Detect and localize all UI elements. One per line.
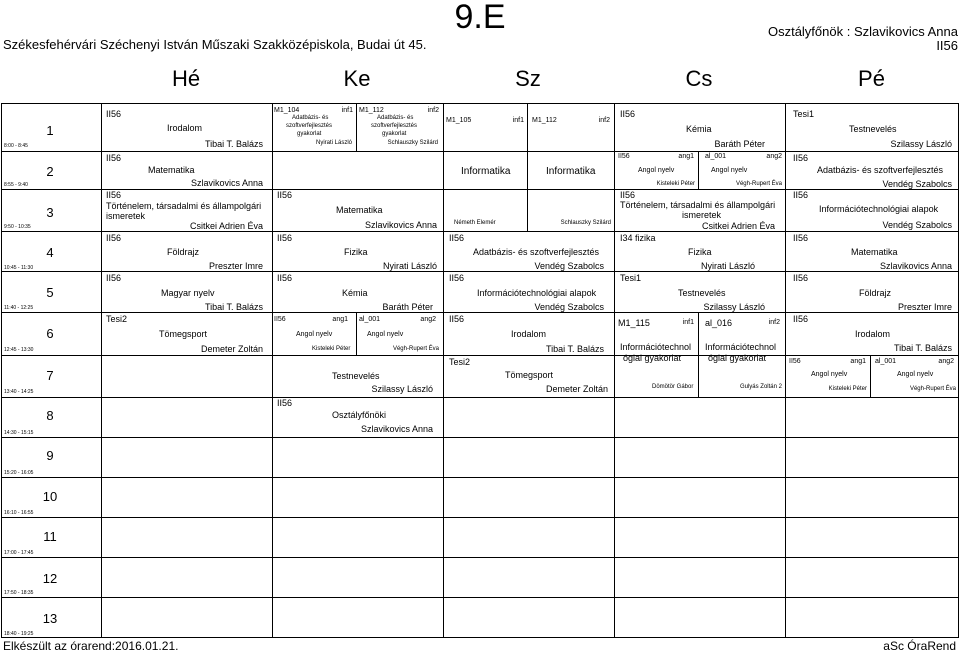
lesson-teacher: Vendég Szabolcs bbox=[882, 179, 952, 189]
lesson-cell[interactable] bbox=[614, 271, 785, 312]
period-number: 7 bbox=[46, 368, 54, 383]
period-number: 12 bbox=[42, 571, 58, 586]
lesson-subject: Testnevelés bbox=[678, 288, 726, 298]
lesson-group: inf1 bbox=[682, 319, 694, 326]
lesson-room: M1_115 bbox=[618, 318, 650, 328]
lesson-cell[interactable] bbox=[357, 103, 442, 151]
lesson-subject: Testnevelés bbox=[849, 124, 897, 134]
lesson-teacher: Csitkei Adrien Éva bbox=[701, 221, 775, 231]
period-number: 13 bbox=[42, 611, 58, 626]
lesson-teacher: Kisteleki Péter bbox=[828, 386, 867, 392]
lesson-teacher: Vendég Szabolcs bbox=[882, 220, 952, 230]
lesson-subject: Angol nyelv bbox=[811, 371, 848, 378]
lesson-subject: gyakorlat bbox=[297, 131, 322, 137]
lesson-cell[interactable] bbox=[101, 189, 272, 231]
lesson-subject: szoftverfejlesztés bbox=[371, 123, 418, 129]
lesson-room: M1_104 bbox=[274, 107, 300, 114]
lesson-subject: gyakorlat bbox=[382, 131, 407, 137]
period-number: 6 bbox=[46, 326, 54, 341]
lesson-group: inf1 bbox=[341, 107, 353, 114]
lesson-teacher: Végh-Rupert Éva bbox=[909, 386, 956, 392]
lesson-cell[interactable] bbox=[101, 103, 272, 151]
lesson-teacher: Demeter Zoltán bbox=[200, 344, 263, 354]
grid-line bbox=[1, 557, 959, 558]
lesson-group: II56 bbox=[106, 273, 122, 283]
lesson-cell[interactable] bbox=[443, 312, 614, 355]
lesson-subject: Fizika bbox=[344, 247, 368, 257]
lesson-subject: Tömegsport bbox=[159, 329, 208, 339]
lesson-room: M1_105 bbox=[446, 117, 472, 124]
lesson-group: I34 fizika bbox=[620, 233, 656, 243]
lesson-teacher: Kisteleki Péter bbox=[656, 181, 695, 187]
lesson-cell[interactable] bbox=[785, 189, 958, 231]
lesson-teacher: Szilassy László bbox=[890, 139, 952, 149]
lesson-subject: Testnevelés bbox=[332, 371, 380, 381]
school-name: Székesfehérvári Széchenyi István Műszaki Szakközépiskola, Budai út 45. bbox=[3, 37, 427, 52]
lesson-teacher: Tibai T. Balázs bbox=[204, 302, 263, 312]
lesson-subject: Adatbázis- és bbox=[377, 115, 414, 121]
lesson-group: II56 bbox=[277, 233, 293, 243]
grid-line bbox=[1, 397, 959, 398]
lesson-subject: Fizika bbox=[688, 247, 712, 257]
lesson-group: II56 bbox=[793, 233, 809, 243]
lesson-group: ang1 bbox=[678, 153, 694, 160]
lesson-cell[interactable] bbox=[101, 231, 272, 271]
lesson-cell[interactable] bbox=[443, 103, 528, 231]
lesson-subject: Irodalom bbox=[167, 123, 203, 133]
software-credit: aSc ÓraRend bbox=[883, 639, 956, 653]
lesson-group: inf2 bbox=[427, 107, 439, 114]
lesson-cell[interactable] bbox=[272, 271, 443, 312]
lesson-group: II56 bbox=[106, 233, 122, 243]
lesson-teacher: Nyirati László bbox=[382, 261, 437, 271]
lesson-group: ang2 bbox=[938, 358, 954, 365]
lesson-subject: Földrajz bbox=[167, 247, 200, 257]
lesson-group: II56 bbox=[449, 314, 465, 324]
lesson-teacher: Szilassy László bbox=[371, 384, 433, 394]
lesson-teacher: Szlavikovics Anna bbox=[364, 220, 437, 230]
lesson-group: II56 bbox=[793, 190, 809, 200]
lesson-teacher: Szlavikovics Anna bbox=[190, 178, 263, 188]
lesson-room: II56 bbox=[789, 358, 801, 365]
page-title: 9.E bbox=[454, 0, 506, 36]
lesson-subject: Földrajz bbox=[859, 288, 892, 298]
period-number: 11 bbox=[43, 529, 57, 544]
grid-line bbox=[1, 437, 959, 438]
lesson-subject: ismeretek bbox=[682, 210, 722, 220]
lesson-subject: Informatika bbox=[546, 166, 596, 177]
lesson-cell[interactable] bbox=[443, 271, 614, 312]
lesson-group: II56 bbox=[449, 233, 465, 243]
lesson-cell[interactable] bbox=[785, 151, 958, 189]
lesson-teacher: Dömötör Gábor bbox=[652, 384, 694, 390]
day-header-thu: Cs bbox=[685, 66, 713, 91]
period-time: 9:50 - 10:35 bbox=[4, 224, 31, 230]
lesson-teacher: Schlauszky Szilárd bbox=[560, 220, 611, 226]
lesson-teacher: Szlavikovics Anna bbox=[360, 424, 433, 434]
lesson-group: II56 bbox=[793, 153, 809, 163]
lesson-subject: ógiai gyakorlat bbox=[708, 353, 767, 363]
lesson-teacher: Tibai T. Balázs bbox=[204, 139, 263, 149]
lesson-group: II56 bbox=[277, 273, 293, 283]
period-time: 17:00 - 17:45 bbox=[4, 550, 34, 556]
lesson-group: II56 bbox=[620, 190, 636, 200]
period-number: 10 bbox=[42, 489, 58, 504]
lesson-group: ang1 bbox=[332, 316, 348, 323]
grid-line bbox=[1, 597, 959, 598]
lesson-room: al_016 bbox=[705, 318, 733, 328]
lesson-group: ang2 bbox=[420, 316, 436, 323]
period-number: 2 bbox=[46, 164, 54, 179]
lesson-cell[interactable] bbox=[528, 103, 614, 231]
period-time: 13:40 - 14:25 bbox=[4, 389, 34, 395]
lesson-cell[interactable] bbox=[614, 189, 785, 231]
period-time: 12:45 - 13:30 bbox=[4, 347, 34, 353]
lesson-cell[interactable] bbox=[699, 151, 785, 189]
lesson-teacher: Schlauszky Szilárd bbox=[387, 140, 438, 146]
lesson-teacher: Végh-Rupert Éva bbox=[735, 181, 782, 187]
lesson-cell[interactable] bbox=[272, 312, 357, 355]
lesson-group: Tesi1 bbox=[620, 273, 642, 283]
period-number: 4 bbox=[46, 245, 54, 260]
lesson-subject: Magyar nyelv bbox=[161, 288, 215, 298]
lesson-group: inf1 bbox=[512, 117, 524, 124]
lesson-cell[interactable] bbox=[785, 312, 958, 355]
lesson-subject: Osztályfőnöki bbox=[332, 410, 387, 420]
lesson-subject: szoftverfejlesztés bbox=[286, 123, 333, 129]
period-time: 11:40 - 12:25 bbox=[4, 305, 34, 311]
lesson-group: II56 bbox=[793, 273, 809, 283]
lesson-cell[interactable] bbox=[272, 189, 443, 231]
period-time: 17:50 - 18:35 bbox=[4, 590, 34, 596]
lesson-subject: Kémia bbox=[686, 124, 712, 134]
lesson-teacher: Csitkei Adrien Éva bbox=[189, 221, 263, 231]
lesson-cell[interactable] bbox=[699, 312, 785, 397]
grid-line bbox=[1, 477, 959, 478]
lesson-cell[interactable] bbox=[614, 151, 699, 189]
lesson-cell[interactable] bbox=[101, 151, 272, 189]
lesson-cell[interactable] bbox=[785, 231, 958, 271]
lesson-subject: Matematika bbox=[148, 165, 195, 175]
lesson-group: inf2 bbox=[768, 319, 780, 326]
lesson-teacher: Németh Elemér bbox=[454, 220, 496, 226]
lesson-group: II56 bbox=[277, 398, 293, 408]
lesson-cell[interactable] bbox=[614, 103, 785, 151]
class-teacher: Osztályfőnök : Szlavikovics Anna bbox=[767, 24, 958, 39]
lesson-subject: Információtechnológiai alapok bbox=[819, 204, 939, 214]
lesson-teacher: Nyirati László bbox=[700, 261, 755, 271]
lesson-subject: Angol nyelv bbox=[638, 167, 675, 174]
lesson-subject: Kémia bbox=[342, 288, 368, 298]
lesson-cell[interactable] bbox=[272, 231, 443, 271]
lesson-subject: Irodalom bbox=[855, 329, 891, 339]
lesson-cell[interactable] bbox=[614, 312, 699, 397]
lesson-teacher: Baráth Péter bbox=[382, 302, 433, 312]
lesson-group: II56 bbox=[449, 273, 465, 283]
lesson-group: Tesi2 bbox=[106, 314, 128, 324]
lesson-subject: Adatbázis- és bbox=[292, 115, 329, 121]
lesson-group: II56 bbox=[106, 153, 122, 163]
lesson-cell[interactable] bbox=[272, 355, 443, 397]
lesson-subject: Történelem, társadalmi és állampolgári bbox=[620, 200, 776, 210]
lesson-teacher: Vendég Szabolcs bbox=[534, 302, 604, 312]
lesson-cell[interactable] bbox=[357, 312, 442, 355]
lesson-subject: Matematika bbox=[336, 205, 383, 215]
lesson-room: al_001 bbox=[875, 358, 897, 365]
grid-line bbox=[1, 637, 959, 638]
lesson-group: Tesi1 bbox=[793, 109, 815, 119]
lesson-teacher: Gulyás Zoltán 2 bbox=[739, 384, 782, 390]
lesson-subject: Információtechnol bbox=[620, 342, 692, 352]
lesson-room: II56 bbox=[618, 153, 630, 160]
lesson-group: ang2 bbox=[766, 153, 782, 160]
lesson-teacher: Szlavikovics Anna bbox=[879, 261, 952, 271]
lesson-cell[interactable] bbox=[272, 103, 357, 151]
lesson-cell[interactable] bbox=[871, 355, 958, 397]
period-time: 14:30 - 15:15 bbox=[4, 430, 34, 436]
lesson-subject: Angol nyelv bbox=[897, 371, 934, 378]
lesson-cell[interactable] bbox=[101, 312, 272, 355]
lesson-room: II56 bbox=[274, 316, 286, 323]
lesson-cell[interactable] bbox=[785, 103, 958, 151]
lesson-subject: Matematika bbox=[851, 247, 898, 257]
lesson-teacher: Szilassy László bbox=[703, 302, 765, 312]
lesson-subject: Történelem, társadalmi és állampolgári bbox=[106, 201, 262, 211]
lesson-group: inf2 bbox=[598, 117, 610, 124]
lesson-cell[interactable] bbox=[101, 271, 272, 312]
period-number: 1 bbox=[46, 123, 54, 138]
period-time: 8:00 - 8:45 bbox=[4, 143, 28, 149]
lesson-subject: Tömegsport bbox=[505, 370, 554, 380]
grid-line bbox=[958, 103, 959, 637]
period-time: 10:45 - 11:30 bbox=[4, 265, 34, 271]
lesson-subject: ismeretek bbox=[106, 211, 146, 221]
lesson-teacher: Tibai T. Balázs bbox=[545, 344, 604, 354]
day-header-wed: Sz bbox=[515, 66, 541, 91]
period-number: 8 bbox=[46, 408, 54, 423]
lesson-teacher: Végh-Rupert Éva bbox=[392, 346, 439, 352]
day-header-fri: Pé bbox=[858, 66, 885, 91]
period-number: 3 bbox=[46, 205, 54, 220]
lesson-subject: Angol nyelv bbox=[367, 331, 404, 338]
lesson-group: ang1 bbox=[850, 358, 866, 365]
lesson-subject: Informatika bbox=[461, 166, 511, 177]
period-time: 16:10 - 16:55 bbox=[4, 510, 34, 516]
class-code: II56 bbox=[936, 38, 958, 53]
period-time: 15:20 - 16:05 bbox=[4, 470, 34, 476]
day-header-mon: Hé bbox=[171, 66, 201, 91]
lesson-cell[interactable] bbox=[614, 231, 785, 271]
lesson-cell[interactable] bbox=[443, 231, 614, 271]
day-header-tue: Ke bbox=[343, 66, 371, 91]
lesson-teacher: Tibai T. Balázs bbox=[893, 343, 952, 353]
lesson-subject: Angol nyelv bbox=[711, 167, 748, 174]
lesson-cell[interactable] bbox=[443, 355, 614, 397]
lesson-room: M1_112 bbox=[532, 117, 557, 124]
lesson-group: Tesi2 bbox=[449, 357, 471, 367]
lesson-subject: Adatbázis- és szoftverfejlesztés bbox=[817, 165, 944, 175]
lesson-subject: Információtechnol bbox=[705, 342, 777, 352]
lesson-subject: Irodalom bbox=[511, 329, 547, 339]
lesson-teacher: Preszter Imre bbox=[897, 302, 952, 312]
lesson-group: II56 bbox=[793, 314, 809, 324]
generated-date: Elkészült az órarend:2016.01.21. bbox=[3, 639, 179, 653]
lesson-cell[interactable] bbox=[785, 271, 958, 312]
lesson-group: II56 bbox=[106, 190, 122, 200]
lesson-subject: ógiai gyakorlat bbox=[623, 353, 682, 363]
lesson-subject: Adatbázis- és szoftverfejlesztés bbox=[473, 247, 600, 257]
lesson-subject: Angol nyelv bbox=[296, 331, 333, 338]
period-time: 8:55 - 9:40 bbox=[4, 182, 28, 188]
period-number: 9 bbox=[46, 448, 54, 463]
lesson-teacher: Kisteleki Péter bbox=[312, 346, 351, 352]
lesson-teacher: Demeter Zoltán bbox=[545, 384, 608, 394]
lesson-group: II56 bbox=[106, 109, 122, 119]
period-number: 5 bbox=[46, 285, 54, 300]
lesson-subject: Információtechnológiai alapok bbox=[477, 288, 597, 298]
grid-line bbox=[1, 517, 959, 518]
lesson-group: II56 bbox=[277, 190, 293, 200]
lesson-cell[interactable] bbox=[785, 355, 871, 397]
lesson-cell[interactable] bbox=[272, 397, 443, 437]
lesson-teacher: Baráth Péter bbox=[714, 139, 765, 149]
lesson-teacher: Preszter Imre bbox=[208, 261, 263, 271]
lesson-room: M1_112 bbox=[359, 107, 384, 114]
lesson-room: al_001 bbox=[705, 153, 727, 160]
lesson-teacher: Vendég Szabolcs bbox=[534, 261, 604, 271]
lesson-room: al_001 bbox=[359, 316, 381, 323]
lesson-group: II56 bbox=[620, 109, 636, 119]
period-time: 18:40 - 19:25 bbox=[4, 631, 34, 637]
lesson-teacher: Nyirati László bbox=[315, 140, 352, 146]
